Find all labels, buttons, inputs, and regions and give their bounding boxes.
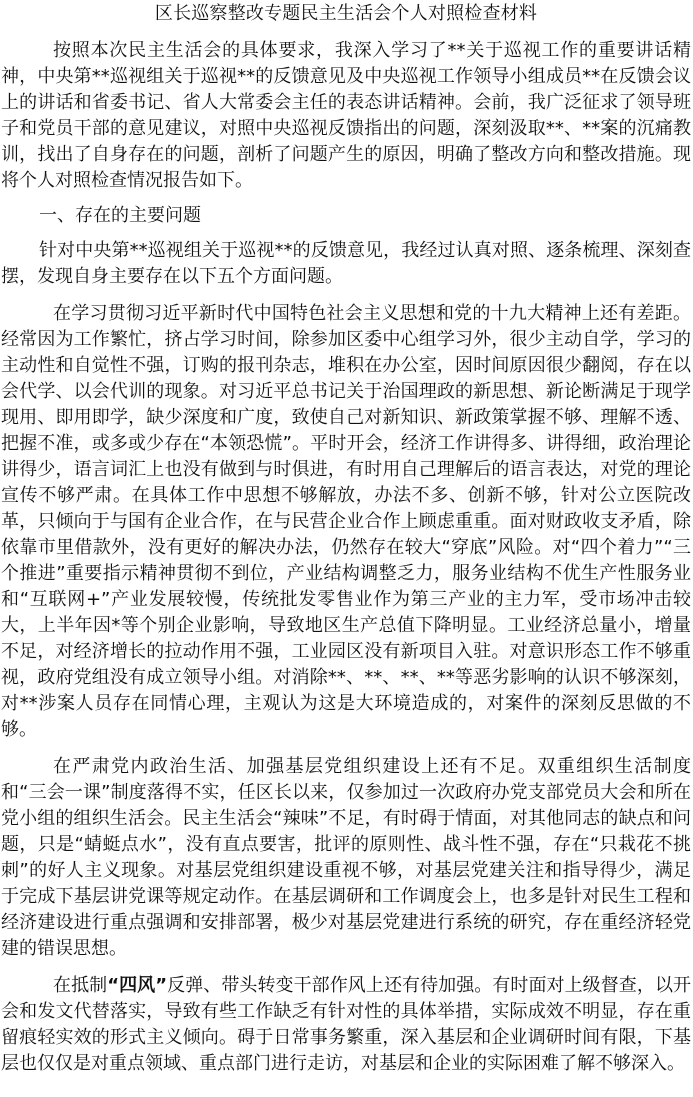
problem-3-rest: 反弹、带头转变干部作风上还有待加强。有时面对上级督查，以开会和发文代替落实，导致有些工作缺乏有针对性的具体举措，实际成效不明显，存在重留痕轻实效的形式主义倾向。碍于日常事务繁重，深入基层和企业调研时间有限，下基层也仅仅是对重点领域、重点部门进行走访，对基层和企业的实际困难了解不够深入。 [1, 975, 692, 1074]
intro-paragraph: 按照本次民主生活会的具体要求，我深入学习了**关于巡视工作的重要讲话精神，中央第**巡视组关于巡视**的反馈意见及中央巡视工作领导小组成员**在反馈会议上的讲话和省委书记、省人大常委会主任的表态讲话精神。会前，我广泛征求了领导班子和党员干部的意见建议，对照中央巡视反馈指出的问题，深刻汲取**、**案的沉痛教训，找出了自身存在的问题，剖析了问题产生的原因，明确了整改方向和整改措施。现将个人对照检查情况报告如下。 [1, 40, 691, 191]
section-intro-paragraph: 针对中央第**巡视组关于巡视**的反馈意见，我经过认真对照、逐条梳理、深刻查摆，发现自身主要存在以下五个方面问题。 [1, 240, 691, 287]
section-heading: 一、存在的主要问题 [39, 205, 201, 226]
problem-2-paragraph: 在严肃党内政治生活、加强基层党组织建设上还有不足。双重组织生活制度和“三会一课”制度落得不实，任区长以来，仅参加过一次政府办党支部党员大会和所在党小组的组织生活会。民主生活会“辣味”不足，有时碍于情面，对其他同志的缺点和问题，只是“蜻蜓点水”，没有直点要害，批评的原则性、战斗性不强，存在“只栽花不挑刺”的好人主义现象。对基层党组织建设重视不够，对基层党建关注和指导得少，满足于完成下基层讲党课等规定动作。在基层调研和工作调度会上，也多是针对民生工程和经济建设进行重点强调和安排部署，极少对基层党建进行系统的研究，存在重经济轻党建的错误思想。 [1, 756, 691, 959]
problem-3-paragraph [1, 973, 691, 1077]
problem-1-paragraph: 在学习贯彻习近平新时代中国特色社会主义思想和党的十九大精神上还有差距。经常因为工作繁忙，挤占学习时间，除参加区委中心组学习外，很少主动自学，学习的主动性和自觉性不强，订购的报刊杂志，堆积在办公室，因时间原因很少翻阅，存在以会代学、以会代训的现象。对习近平总书记关于治国理政的新思想、新论断满足于现学现用、即用即学，缺少深度和广度，致使自己对新知识、新政策掌握不够、理解不透、把握不准，或多或少存在“本领恐慌”。平时开会，经济工作讲得多、讲得细，政治理论讲得少，语言词汇上也没有做到与时俱进，有时用自己理解后的语言表达，对党的理论宣传不够严肃。在具体工作中思想不够解放，办法不多、创新不够，针对公立医院改革，只倾向于与国有企业合作，在与民营企业合作上顾虑重重。面对财政收支矛盾，除依靠市里借款外，没有更好的解决办法，仍然存在较大“穿底”风险。对“四个着力”“三个推进”重要指示精神贯彻不到位，产业结构调整乏力，服务业结构不优生产性服务业和“互联网+”产业发展较慢，传统批发零售业作为第三产业的主力军，受市场冲击较大，上半年因*等个别企业影响，导致地区生产总值下降明显。工业经济总量小，增量不足，对经济增长的拉动作用不强，工业园区没有新项目入驻。对意识形态工作不够重视，政府党组没有成立领导小组。对消除**、**、**、**等恶劣影响的认识不够深刻，对**涉案人员存在同情心理，主观认为这是大环境造成的，对案件的深刻反思做的不够。 [1, 303, 691, 740]
problem-3-bold-term: “四风” [107, 975, 168, 996]
problem-3-lead: 在抵制 [53, 975, 108, 996]
document-title: 区长巡察整改专题民主生活会个人对照检查材料 [154, 3, 538, 24]
